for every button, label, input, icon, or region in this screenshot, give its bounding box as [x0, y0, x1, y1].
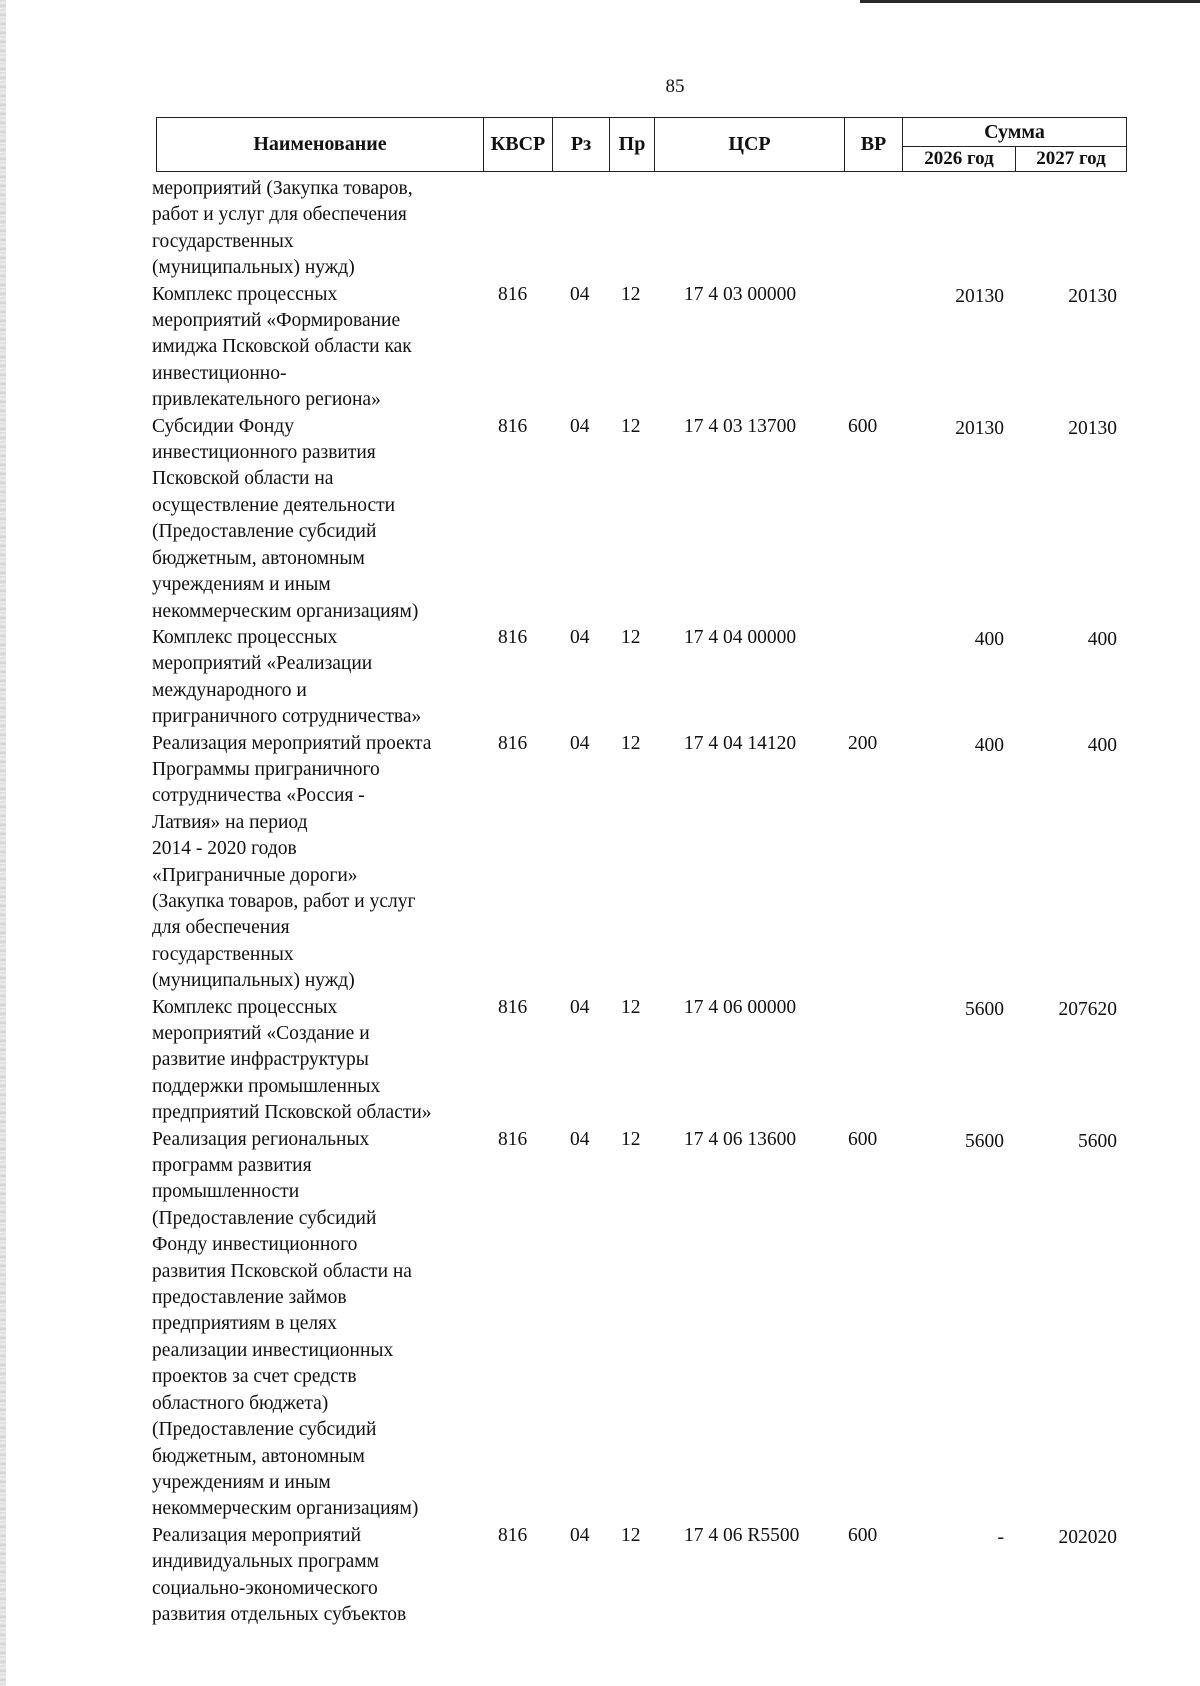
row-rz: 04 [570, 415, 590, 437]
row-sum-2026: 20130 [955, 417, 1004, 439]
header-rz: Рз [553, 118, 610, 172]
row-kvsr: 816 [498, 1128, 528, 1150]
row-name: Субсидии Фонду инвестиционного развития Псковской области на осуществление деятельности (Предоставление субсидий бюджетным, автономным учреждениям и иным некоммерческим организациям) [152, 415, 419, 622]
row-rz: 04 [570, 1128, 590, 1150]
row-rz: 04 [570, 732, 590, 754]
row-pr: 12 [621, 626, 641, 648]
row-name: Комплекс процессных мероприятий «Создание и развитие инфраструктуры поддержки промышленных предприятий Псковской области» [152, 996, 432, 1124]
row-name: Комплекс процессных мероприятий «Формирование имиджа Псковской области как инвестиционно- привлекательного региона» [152, 283, 412, 411]
row-sum-2026: 20130 [955, 285, 1004, 307]
table-row [0, 731, 1200, 995]
table-row [0, 282, 1200, 414]
header-year-2027: 2027 год [1016, 147, 1127, 172]
header-pr: Пр [610, 118, 655, 172]
row-sum-2026: 400 [974, 628, 1004, 650]
header-kvsr: КВСР [484, 118, 553, 172]
header-name: Наименование [157, 118, 484, 172]
row-pr: 12 [621, 283, 641, 305]
row-name: мероприятий (Закупка товаров, работ и услуг для обеспечения государственных (муниципальных) нужд) [152, 178, 413, 279]
row-pr: 12 [621, 732, 641, 754]
row-rz: 04 [570, 626, 590, 648]
row-csr: 17 4 06 R5500 [684, 1524, 800, 1546]
row-name: Реализация мероприятий проекта Программы приграничного сотрудничества «Россия - Латвия» на период 2014 - 2020 годов «Приграничные дороги» (Закупка товаров, работ и услуг для обеспечения государственных (муниципальных) нужд) [152, 732, 432, 992]
table-row [0, 176, 1200, 282]
row-vr: 200 [848, 732, 878, 754]
row-csr: 17 4 04 14120 [684, 732, 797, 754]
row-name: Комплекс процессных мероприятий «Реализации международного и приграничного сотрудничества» [152, 626, 422, 728]
row-rz: 04 [570, 283, 590, 305]
table-row [0, 1127, 1200, 1523]
table-body [0, 176, 1200, 1628]
row-csr: 17 4 03 13700 [684, 415, 797, 437]
table-header [156, 117, 1127, 172]
row-kvsr: 816 [498, 626, 528, 648]
row-rz: 04 [570, 1524, 590, 1546]
row-pr: 12 [621, 1524, 641, 1546]
row-vr: 600 [848, 1128, 878, 1150]
row-vr: 600 [848, 1524, 878, 1546]
table-row [0, 414, 1200, 625]
row-sum-2027: 207620 [1058, 998, 1117, 1020]
row-pr: 12 [621, 1128, 641, 1150]
row-pr: 12 [621, 415, 641, 437]
table-row [0, 1523, 1200, 1629]
row-sum-2027: 400 [1087, 734, 1117, 756]
table-row [0, 995, 1200, 1127]
row-kvsr: 816 [498, 1524, 528, 1546]
row-sum-2026: 400 [974, 734, 1004, 756]
row-vr: 600 [848, 415, 878, 437]
row-name: Реализация региональных программ развития промышленности (Предоставление субсидий Фонду инвестиционного развития Псковской области на предоставление займов предприятиям в целях реализации инвестиционных проектов за счет средств областного бюджета) (Предоставление субсидий бюджетным, автономным учреждениям и иным некоммерческим организациям) [152, 1128, 419, 1520]
row-csr: 17 4 04 00000 [684, 626, 797, 648]
row-kvsr: 816 [498, 996, 528, 1018]
scan-edge-top [860, 0, 1200, 3]
row-kvsr: 816 [498, 415, 528, 437]
row-sum-2026: 5600 [965, 1130, 1004, 1152]
row-sum-2027: 202020 [1058, 1526, 1117, 1548]
row-csr: 17 4 03 00000 [684, 283, 797, 305]
row-sum-2027: 400 [1087, 628, 1117, 650]
row-name: Реализация мероприятий индивидуальных программ социально-экономического развития отдельных субъектов [152, 1524, 407, 1625]
header-sum: Сумма [903, 118, 1127, 147]
row-rz: 04 [570, 996, 590, 1018]
header-csr: ЦСР [655, 118, 845, 172]
row-sum-2027: 5600 [1078, 1130, 1117, 1152]
row-csr: 17 4 06 13600 [684, 1128, 797, 1150]
page-number: 85 [665, 76, 685, 97]
row-sum-2027: 20130 [1068, 417, 1117, 439]
row-sum-2026: 5600 [965, 998, 1004, 1020]
row-kvsr: 816 [498, 732, 528, 754]
row-kvsr: 816 [498, 283, 528, 305]
row-sum-2027: 20130 [1068, 285, 1117, 307]
header-vr: ВР [845, 118, 903, 172]
row-pr: 12 [621, 996, 641, 1018]
header-year-2026: 2026 год [903, 147, 1016, 172]
table-row [0, 625, 1200, 731]
row-sum-2026: - [997, 1526, 1004, 1548]
row-csr: 17 4 06 00000 [684, 996, 797, 1018]
